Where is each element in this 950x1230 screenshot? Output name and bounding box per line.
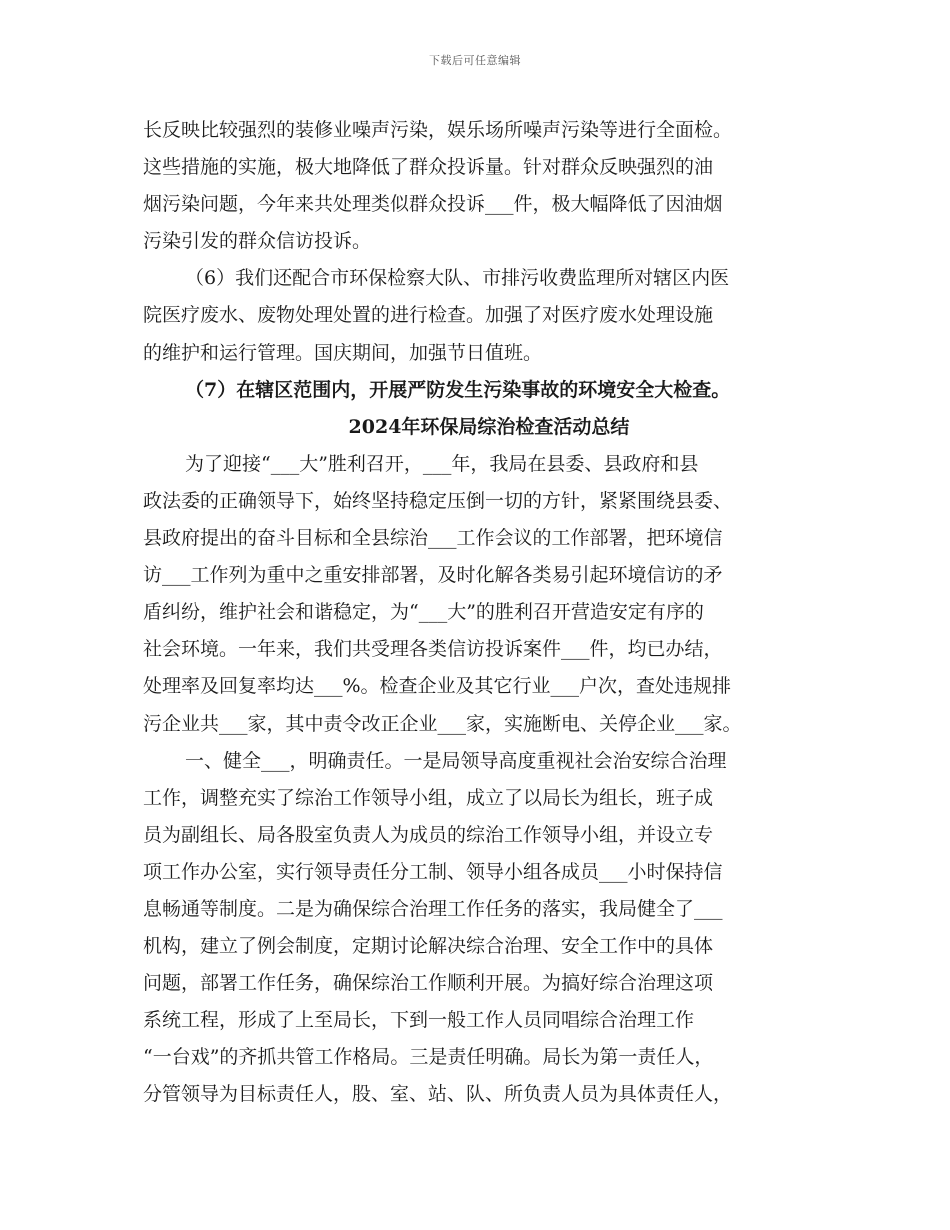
text-line: 为了迎接“___大”胜利召开，___年，我局在县委、县政府和县 (185, 452, 699, 475)
text-line: 项工作办公室，实行领导责任分工制、领导小组各成员___小时保持信 (143, 860, 723, 883)
text-line: 问题，部署工作任务，确保综治工作顺利开展。为搞好综合治理这项 (143, 972, 714, 995)
text-line: 员为副组长、局各股室负责人为成员的综治工作领导小组，并设立专 (143, 823, 714, 846)
text-line: 烟污染问题，今年来共处理类似群众投诉___件，极大幅降低了因油烟 (143, 193, 723, 216)
document-body (143, 112, 823, 1114)
text-line: 污染引发的群众信访投诉。 (143, 230, 372, 253)
text-line: 工作，调整充实了综治工作领导小组，成立了以局长为组长，班子成 (143, 786, 714, 809)
text-line: 长反映比较强烈的装修业噪声污染，娱乐场所噪声污染等进行全面检。 (143, 119, 733, 141)
text-line: “一台戏”的齐抓共管工作格局。三是责任明确。局长为第一责任人， (143, 1046, 714, 1069)
text-line: （6）我们还配合市环保检察大队、市排污收费监理所对辖区内医 (185, 267, 730, 290)
text-line: 一、健全___，明确责任。一是局领导高度重视社会治安综合治理 (185, 749, 727, 772)
text-line: 处理率及回复率均达___%。检查企业及其它行业___户次，查处违规排 (143, 675, 732, 698)
text-line: 污企业共___家，其中责令改正企业___家，实施断电、关停企业___家。 (143, 712, 742, 735)
text-line: 系统工程，形成了上至局长，下到一般工作人员同唱综合治理工作 (143, 1009, 695, 1032)
text-line: 的维护和运行管理。国庆期间，加强节日值班。 (143, 341, 543, 364)
text-line: 分管领导为目标责任人，股、室、站、队、所负责人员为具体责任人， (143, 1083, 733, 1106)
text-line: 社会环境。一年来，我们共受理各类信访投诉案件___件，均已办结， (143, 638, 723, 661)
text-line: 访___工作列为重中之重安排部署，及时化解各类易引起环境信访的矛 (143, 564, 723, 587)
text-line: 息畅通等制度。二是为确保综合治理工作任务的落实，我局健全了___ (143, 897, 723, 920)
text-line: （7）在辖区范围内，开展严防发生污染事故的环境安全大检查。 (185, 378, 731, 401)
text-line: 盾纠纷，维护社会和谐稳定，为“___大”的胜利召开营造安定有序的 (143, 601, 704, 624)
page-header: 下载后可任意编辑 (429, 54, 521, 67)
text-line: 县政府提出的奋斗目标和全县综治___工作会议的工作部署，把环境信 (143, 527, 723, 550)
text-line: 政法委的正确领导下，始终坚持稳定压倒一切的方针，紧紧围绕县委、 (143, 489, 733, 512)
text-line: 院医疗废水、废物处理处置的进行检查。加强了对医疗废水处理设施 (143, 304, 714, 327)
document-title: 2024年环保局综治检查活动总结 (348, 415, 630, 438)
text-line: 这些措施的实施，极大地降低了群众投诉量。针对群众反映强烈的油 (143, 156, 714, 179)
text-line: 机构，建立了例会制度，定期讨论解决综合治理、安全工作中的具体 (143, 935, 714, 958)
